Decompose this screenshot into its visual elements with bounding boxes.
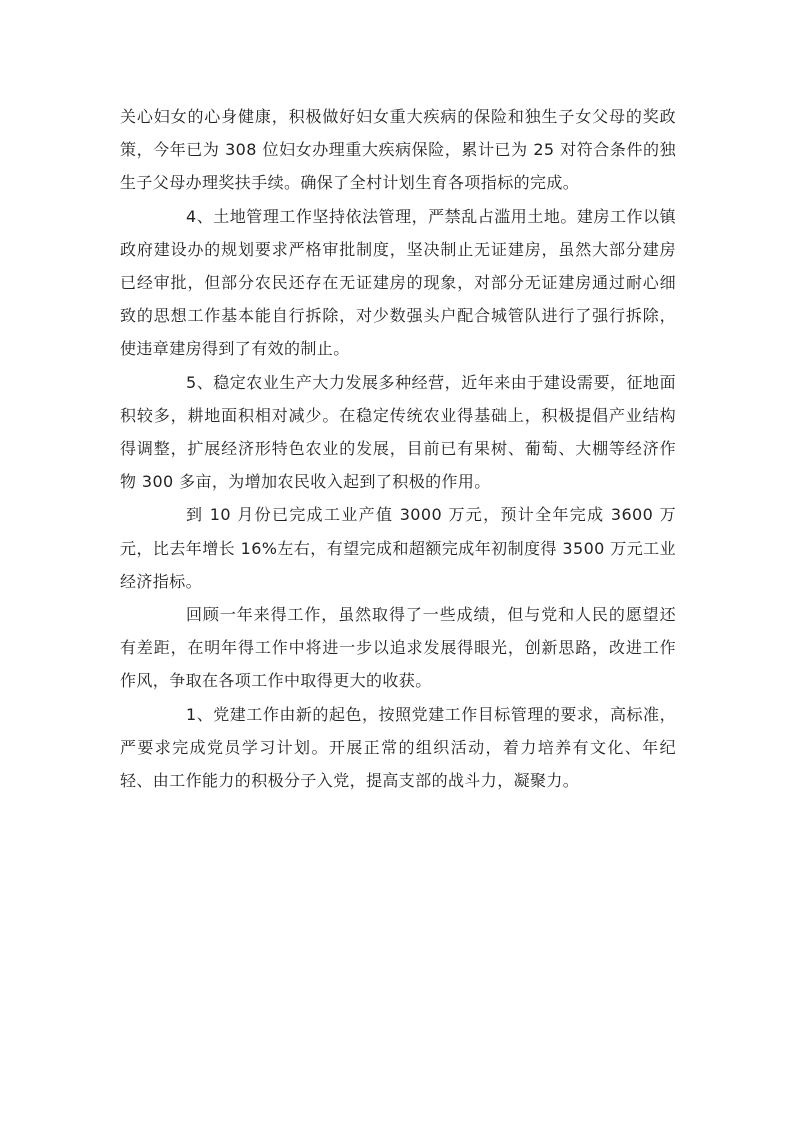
paragraph-party-building: 1、党建工作由新的起色，按照党建工作目标管理的要求，高标准，严要求完成党员学习计划。开展正常的组织活动，着力培养有文化、年纪轻、由工作能力的积极分子入党，提高支部的战斗力，凝聚力。 (120, 704, 676, 791)
document-body (120, 100, 676, 797)
paragraph-review: 回顾一年来得工作，虽然取得了一些成绩，但与党和人民的愿望还有差距，在明年得工作中将进一步以追求发展得眼光，创新思路，改进工作作风，争取在各项工作中取得更大的收获。 (120, 605, 676, 691)
paragraph-agriculture: 5、稳定农业生产大力发展多种经营，近年来由于建设需要，征地面积较多，耕地面积相对减少。在稳定传统农业得基础上，积极提倡产业结构得调整，扩展经济形特色农业的发展，目前已有果树、葡萄、大棚等经济作物 300 多亩，为增加农民收入起到了积极的作用。 (120, 372, 676, 492)
paragraph-industrial-output: 到 10 月份已完成工业产值 3000 万元，预计全年完成 3600 万元，比去年增长 16%左右，有望完成和超额完成年初制度得 3500 万元工业经济指标。 (120, 505, 676, 591)
paragraph-family-planning: 关心妇女的心身健康，积极做好妇女重大疾病的保险和独生子女父母的奖政策，今年已为 308 位妇女办理重大疾病保险，累计已为 25 对符合条件的独生子父母办理奖扶手续。确保了全村计划生育各项指标的完成。 (120, 107, 676, 193)
paragraph-land-management: 4、土地管理工作坚持依法管理，严禁乱占滥用土地。建房工作以镇政府建设办的规划要求严格审批制度，坚决制止无证建房，虽然大部分建房已经审批，但部分农民还存在无证建房的现象，对部分无证建房通过耐心细致的思想工作基本能自行拆除，对少数强头户配合城管队进行了强行拆除，使违章建房得到了有效的制止。 (120, 206, 676, 359)
